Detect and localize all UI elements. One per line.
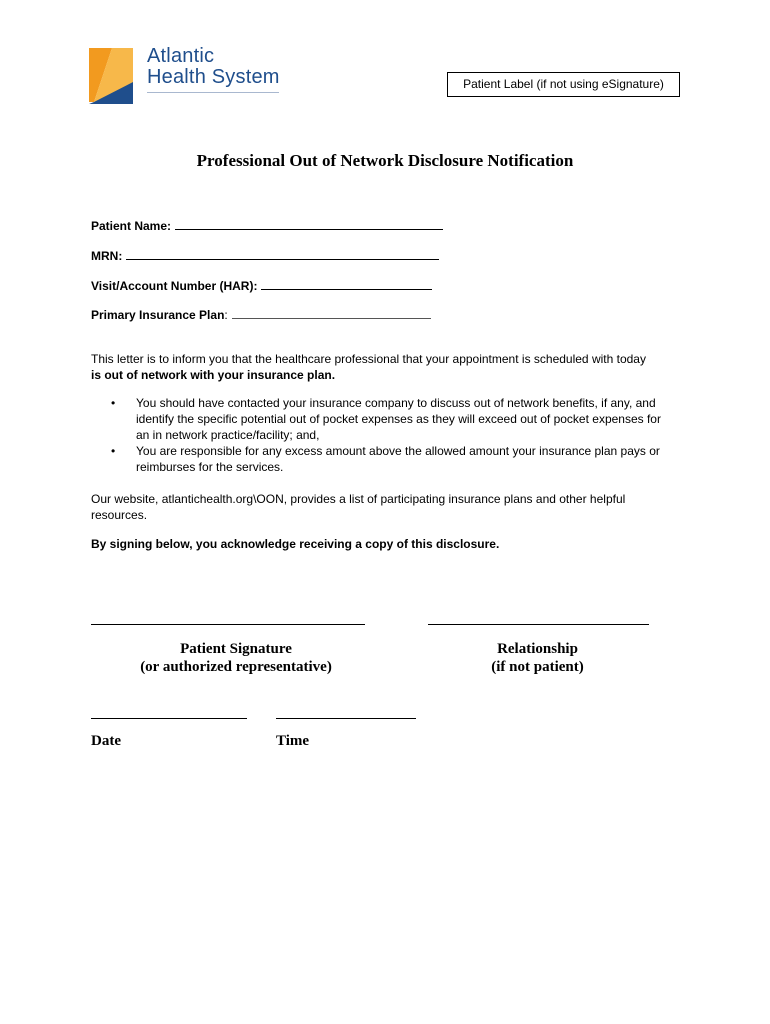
patient-signature-text: Patient Signature [180,641,292,657]
logo-line-2: Health System [147,66,280,88]
page-title: Professional Out of Network Disclosure Notification [196,151,574,170]
bullet-icon: • [111,396,116,410]
primary-insurance-line[interactable] [232,307,431,319]
logo-text [147,46,280,88]
bullet-text: You are responsible for any excess amount above the allowed amount your insurance plan pays or reimburses for the services. [136,444,660,474]
acknowledge-text: By signing below, you acknowledge receiving a copy of this disclosure. [91,537,500,551]
logo-mark-icon [89,46,133,104]
relationship-label [440,640,635,676]
relationship-text: Relationship [497,641,578,657]
intro-text: This letter is to inform you that the healthcare professional that your appointment is scheduled with today [91,352,646,366]
patient-name-line[interactable] [175,218,443,230]
bullet-icon: • [111,444,116,458]
intro-paragraph [91,351,681,383]
intro-bold-text: is out of network with your insurance plan. [91,368,336,382]
relationship-line[interactable] [428,624,649,625]
date-label: Date [91,733,121,749]
relationship-subtext: (if not patient) [491,659,584,675]
visit-account-line[interactable] [261,278,432,290]
patient-name-field[interactable] [91,218,443,233]
primary-insurance-field[interactable] [91,307,431,322]
atlantic-health-logo [89,46,289,106]
time-line[interactable] [276,718,416,719]
mrn-line[interactable] [126,248,439,260]
logo-rule [147,92,279,93]
patient-label-box[interactable]: Patient Label (if not using eSignature) [447,72,680,97]
primary-insurance-label: Primary Insurance Plan [91,308,225,322]
patient-signature-subtext: (or authorized representative) [140,659,332,675]
visit-account-label: Visit/Account Number (HAR): [91,279,258,293]
bullet-text: You should have contacted your insurance company to discuss out of network benefits, if any, and identify the specific potential out of pocket expenses as they will exceed out of pocket expenses for an in network practice/facility; and, [136,396,661,442]
patient-name-label: Patient Name: [91,219,172,233]
mrn-field[interactable] [91,248,439,263]
list-item [111,443,671,475]
logo-line-1: Atlantic [147,45,215,67]
list-item [111,395,671,443]
visit-account-field[interactable] [91,278,432,293]
mrn-label: MRN: [91,249,123,263]
primary-insurance-colon: : [224,308,228,322]
patient-signature-line[interactable] [91,624,365,625]
time-label: Time [276,733,310,749]
patient-signature-label [91,640,381,676]
website-paragraph: Our website, atlantichealth.org\OON, provides a list of participating insurance plans and other helpful resources. [91,492,626,522]
bullet-list [111,395,671,475]
date-line[interactable] [91,718,247,719]
